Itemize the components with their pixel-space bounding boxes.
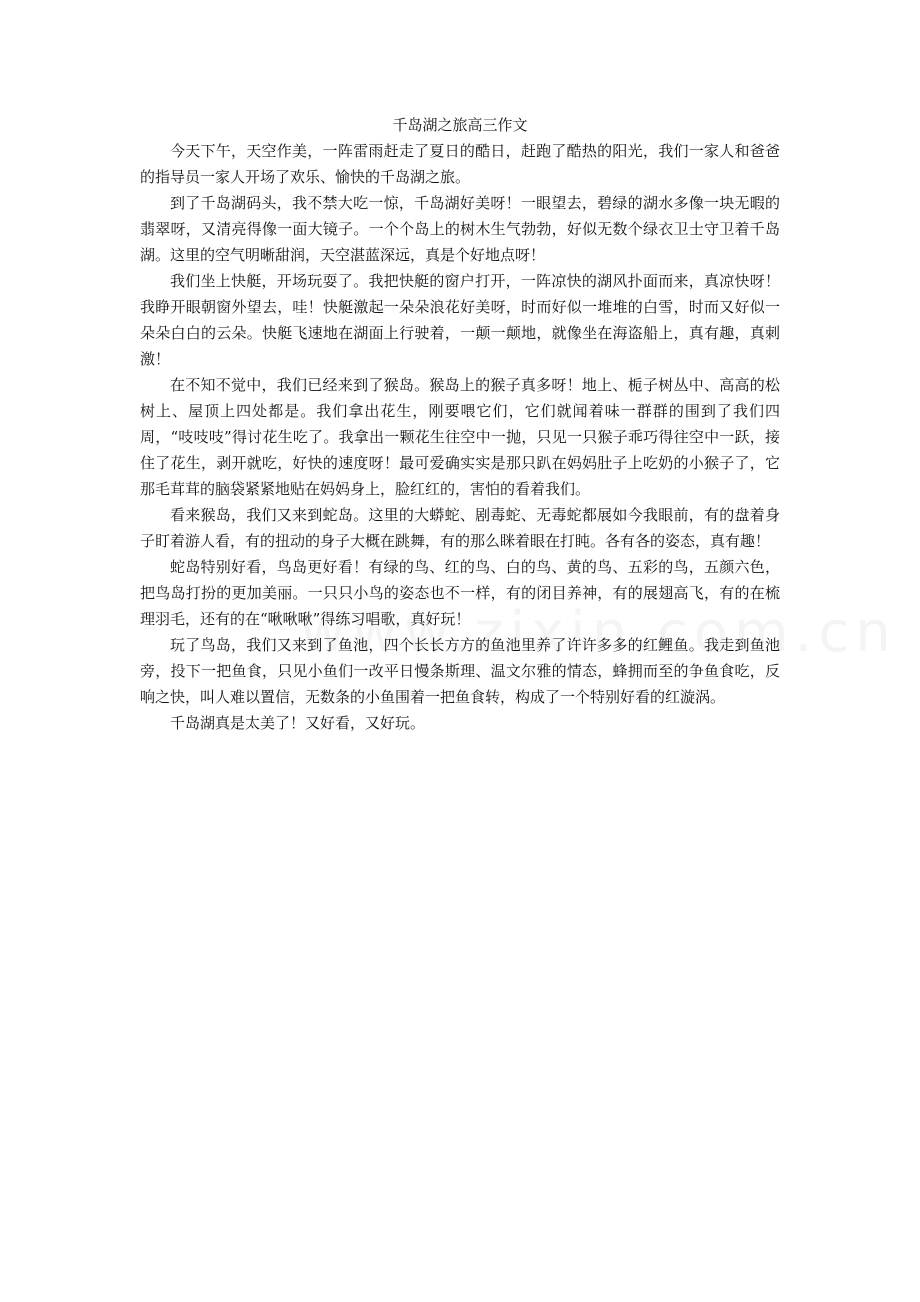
paragraph-6: 蛇岛特别好看，鸟岛更好看！有绿的鸟、红的鸟、白的鸟、黄的鸟、五彩的鸟，五颜六色，把鸟岛打扮的更加美丽。一只只小鸟的姿态也不一样，有的闭目养神，有的展翅高飞，有的在梳理羽毛，还有的在“啾啾啾”得练习唱歌，真好玩！ xyxy=(140,558,780,628)
document-page xyxy=(140,112,780,736)
document-title: 千岛湖之旅高三作文 xyxy=(392,116,528,134)
paragraph-4: 在不知不觉中，我们已经来到了猴岛。猴岛上的猴子真多呀！地上、栀子树丛中、高高的松树上、屋顶上四处都是。我们拿出花生，刚要喂它们，它们就闻着味一群群的围到了我们四周，“吱吱吱”得讨花生吃了。我拿出一颗花生往空中一抛，只见一只猴子乖巧得往空中一跃，接住了花生，剥开就吃，好快的速度呀！最可爱确实实是那只趴在妈妈肚子上吃奶的小猴子了，它那毛茸茸的脑袋紧紧地贴在妈妈身上，脸红红的，害怕的看着我们。 xyxy=(140,376,780,498)
paragraph-3: 我们坐上快艇，开场玩耍了。我把快艇的窗户打开，一阵凉快的湖风扑面而来，真凉快呀！我睁开眼朝窗外望去，哇！快艇激起一朵朵浪花好美呀，时而好似一堆堆的白雪，时而又好似一朵朵白白的云朵。快艇飞速地在湖面上行驶着，一颠一颠地，就像坐在海盗船上，真有趣，真刺激！ xyxy=(140,272,780,368)
paragraph-1: 今天下午，天空作美，一阵雷雨赶走了夏日的酷日，赶跑了酷热的阳光，我们一家人和爸爸的指导员一家人开场了欢乐、愉快的千岛湖之旅。 xyxy=(140,142,780,186)
paragraph-7: 玩了鸟岛，我们又来到了鱼池，四个长长方方的鱼池里养了许许多多的红鲤鱼。我走到鱼池旁，投下一把鱼食，只见小鱼们一改平日慢条斯理、温文尔雅的情态，蜂拥而至的争鱼食吃，反响之快，叫人难以置信，无数条的小鱼围着一把鱼食转，构成了一个特别好看的红漩涡。 xyxy=(140,636,780,706)
paragraph-5: 看来猴岛，我们又来到蛇岛。这里的大蟒蛇、剧毒蛇、无毒蛇都展如今我眼前，有的盘着身子盯着游人看，有的扭动的身子大概在跳舞，有的那么眯着眼在打盹。各有各的姿态，真有趣！ xyxy=(140,506,780,550)
paragraph-8: 千岛湖真是太美了！又好看，又好玩。 xyxy=(170,714,426,732)
paragraph-2: 到了千岛湖码头，我不禁大吃一惊，千岛湖好美呀！一眼望去，碧绿的湖水多像一块无暇的翡翠呀，又清亮得像一面大镜子。一个个岛上的树木生气勃勃，好似无数个绿衣卫士守卫着千岛湖。这里的空气明晰甜润，天空湛蓝深远，真是个好地点呀！ xyxy=(140,194,780,264)
